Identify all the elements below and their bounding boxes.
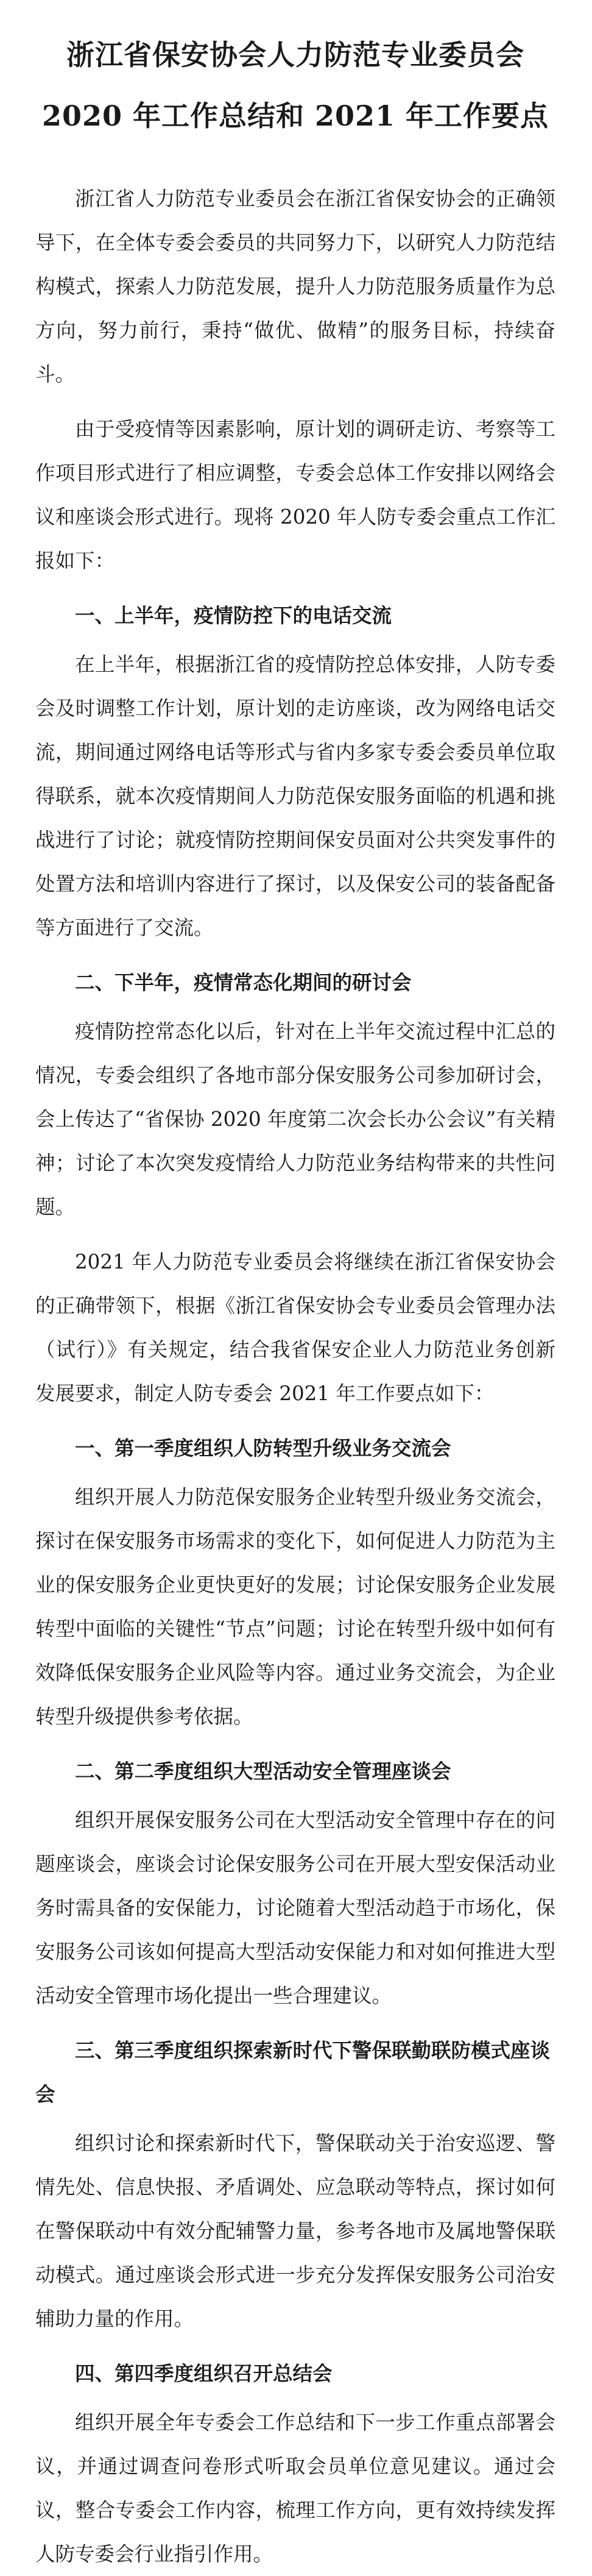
intro-paragraph-1: 浙江省人力防范专业委员会在浙江省保安协会的正确领导下，在全体专委会委员的共同努力下，以研究人力防范结构模式，探索人力防范发展，提升人力防范服务质量作为总方向，努力前行，秉持“做优、做精”的服务目标，持续奋斗。 bbox=[35, 187, 555, 386]
plan-intro-paragraph: 2021 年人力防范专业委员会将继续在浙江省保安协会的正确带领下，根据《浙江省保安协会专业委员会管理办法（试行）》有关规定，结合我省保安企业人力防范业务创新发展要求，制定人防专委会 2021 年工作要点如下： bbox=[35, 1250, 555, 1405]
section-1-heading: 一、上半年，疫情防控下的电话交流 bbox=[75, 603, 392, 627]
plan-2-body: 组织开展保安服务公司在大型活动安全管理中存在的问题座谈会，座谈会讨论保安服务公司在开展大型安保活动业务时需具备的安保能力，讨论随着大型活动趋于市场化，保安服务公司该如何提高大型活动安保能力和对如何推进大型活动安全管理市场化提出一些合理建议。 bbox=[35, 1809, 555, 2007]
intro-paragraph-2: 由于受疫情等因素影响，原计划的调研走访、考察等工作项目形式进行了相应调整，专委会总体工作安排以网络会议和座谈会形式进行。现将 2020 年人防专委会重点工作汇报如下： bbox=[35, 418, 555, 572]
plan-4-heading: 四、第四季度组织召开总结会 bbox=[75, 2361, 333, 2385]
document-title-line-2: 2020 年工作总结和 2021 年工作要点 bbox=[41, 99, 549, 132]
section-2-heading: 二、下半年，疫情常态化期间的研讨会 bbox=[75, 970, 412, 994]
section-2-body: 疫情防控常态化以后，针对在上半年交流过程中汇总的情况，专委会组织了各地市部分保安服务公司参加研讨会，会上传达了“省保协 2020 年度第二次会长办公会议”有关精神；讨论了本次突发疫情给人力防范业务结构带来的共性问题。 bbox=[35, 1020, 555, 1219]
plan-1-body: 组织开展人力防范保安服务企业转型升级业务交流会，探讨在保安服务市场需求的变化下，如何促进人力防范为主业的保安服务企业更快更好的发展；讨论保安服务企业发展转型中面临的关键性“节点”问题；讨论在转型升级中如何有效降低保安服务企业风险等内容。通过业务交流会，为企业转型升级提供参考依据。 bbox=[35, 1485, 555, 1728]
plan-4-body: 组织开展全年专委会工作总结和下一步工作重点部署会议，并通过调查问卷形式听取会员单位意见建议。通过会议，整合专委会工作内容，梳理工作方向，更有效持续发挥人防专委会行业指引作用。 bbox=[35, 2411, 555, 2566]
section-1-body: 在上半年，根据浙江省的疫情防控总体安排，人防专委会及时调整工作计划，原计划的走访座谈，改为网络电话交流，期间通过网络电话等形式与省内多家专委会委员单位取得联系，就本次疫情期间人力防范保安服务面临的机遇和挑战进行了讨论；就疫情防控期间保安员面对公共突发事件的处置方法和培训内容进行了探讨，以及保安公司的装备配备等方面进行了交流。 bbox=[35, 653, 555, 939]
plan-1-heading: 一、第一季度组织人防转型升级业务交流会 bbox=[75, 1436, 451, 1460]
plan-3-heading: 三、第三季度组织探索新时代下警保联勤联防模式座谈会 bbox=[35, 2038, 551, 2106]
plan-2-heading: 二、第二季度组织大型活动安全管理座谈会 bbox=[75, 1759, 451, 1783]
plan-3-body: 组织讨论和探索新时代下，警保联动关于治安巡逻、警情先处、信息快报、矛盾调处、应急联动等特点，探讨如何在警保联动中有效分配辅警力量，参考各地市及属地警保联动模式。通过座谈会形式进一步充分发挥保安服务公司治安辅助力量的作用。 bbox=[35, 2132, 555, 2330]
document-title-line-1: 浙江省保安协会人力防范专业委员会 bbox=[66, 38, 524, 71]
